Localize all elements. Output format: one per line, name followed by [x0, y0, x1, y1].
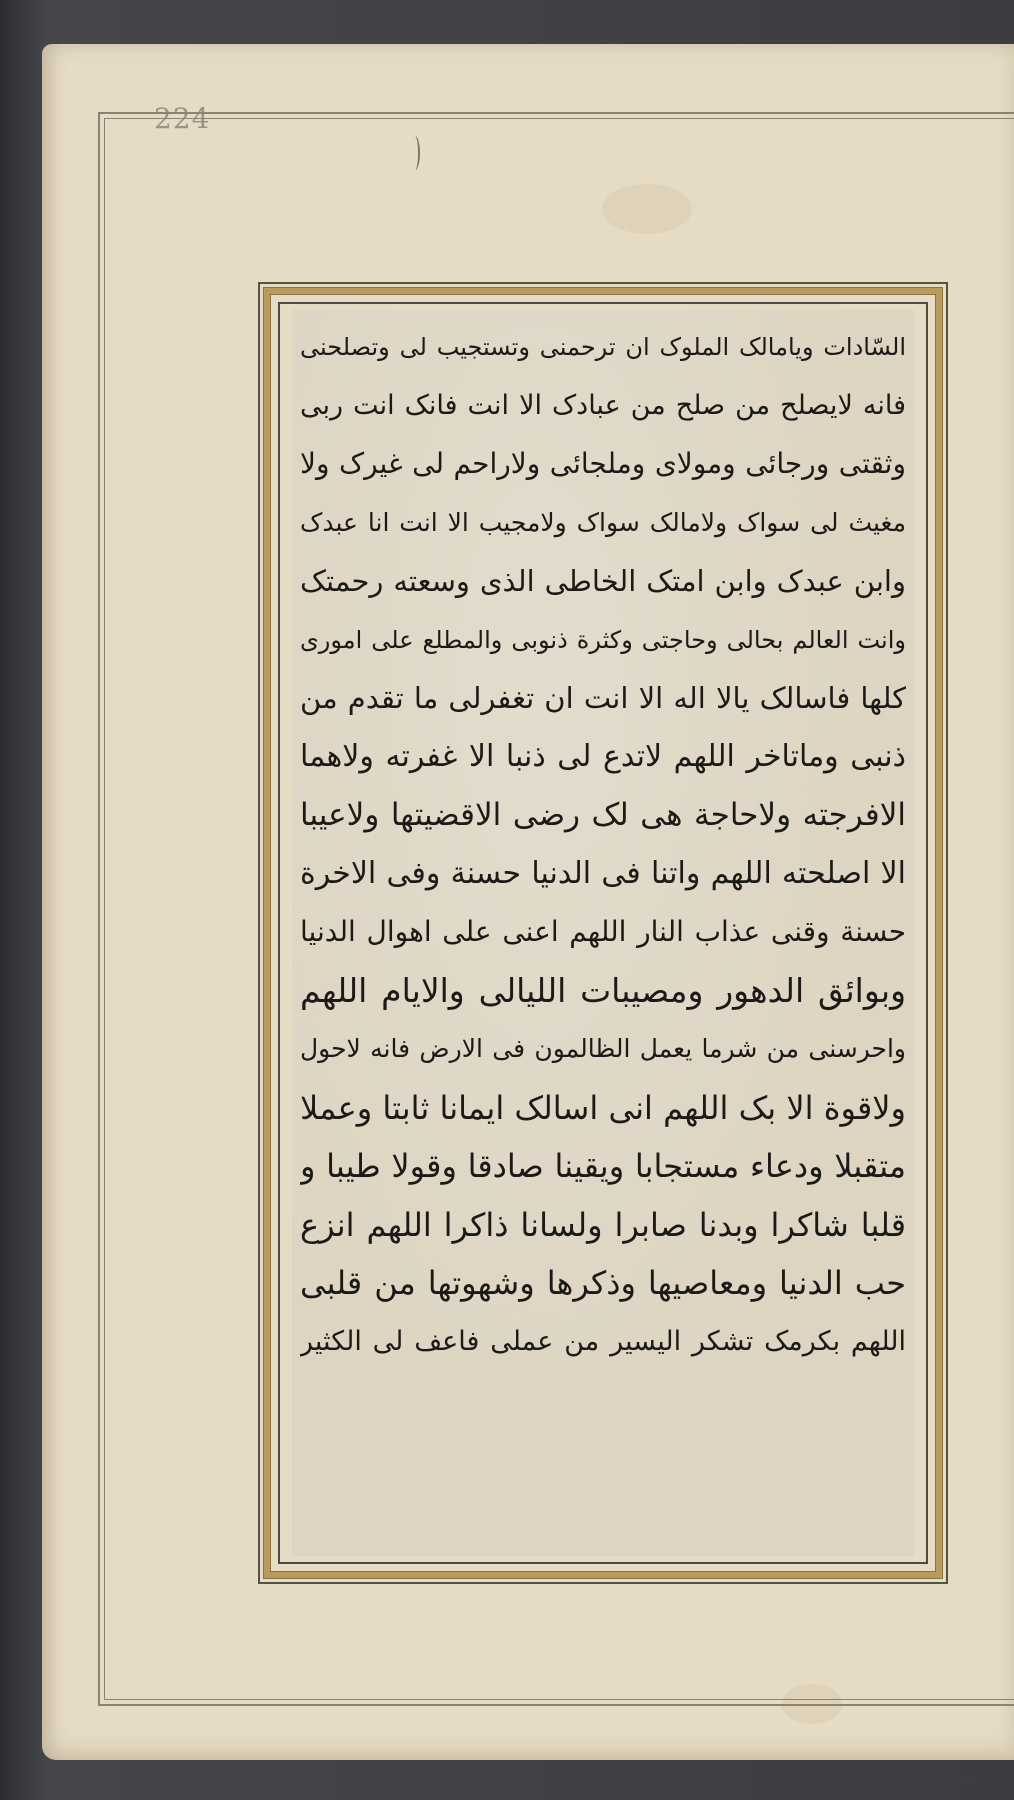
text-line: مغیث لی سواک ولامالک سواک ولامجیب الا انت انا عبدک: [300, 507, 906, 537]
text-line: متقبلا ودعاء مستجابا ویقینا صادقا وقولا طیبا و: [300, 1147, 906, 1185]
text-line: ذنبی وماتاخر اللهم لاتدع لی ذنبا الا غفرته ولاهما: [300, 738, 906, 774]
text-line: حسنة وقنی عذاب النار اللهم اعنی علی اهوال الدنیا: [300, 915, 906, 948]
text-line: السّادات ویامالک الملوک ان ترحمنی وتستجیب لی وتصلحنی: [300, 333, 906, 361]
text-line: الا اصلحته اللهم واتنا فی الدنیا حسنة وفی الاخرة: [300, 855, 906, 891]
text-block: [292, 310, 914, 1556]
text-line: وثقتی ورجائی ومولای وملجائی ولاراحم لی غیرک ولا: [300, 447, 906, 480]
text-line: وانت العالم بحالی وحاجتی وکثرة ذنوبی والمطلع علی اموری: [300, 625, 906, 654]
text-line: کلها فاسالک یالا اله الا انت ان تغفرلی ما تقدم من: [300, 681, 906, 715]
text-frame: [258, 282, 948, 1584]
text-line: قلبا شاکرا وبدنا صابرا ولسانا ذاکرا اللهم انزع: [300, 1205, 906, 1244]
text-line: وابن عبدک وابن امتک الخاطی الذی وسعته رحمتک: [300, 564, 906, 598]
text-line: وبوائق الدهور ومصیبات اللیالی والایام اللهم: [300, 970, 906, 1010]
folio-number: 224: [154, 102, 211, 135]
text-line: اللهم بکرمک تشکر الیسیر من عملی فاعف لی الکثیر: [300, 1325, 906, 1357]
text-line: فانه لایصلح من صلح من عبادک الا انت فانک انت ربی: [300, 389, 906, 421]
text-line: حب الدنیا ومعاصیها وذکرها وشهوتها من قلبی: [300, 1264, 906, 1302]
manuscript-text: [300, 318, 906, 1371]
text-line: الافرجته ولاحاجة هی لک رضی الاقضیتها ولاعیبا: [300, 797, 906, 833]
text-line: واحرسنی من شرما یعمل الظالمون فی الارض فانه لاحول: [300, 1034, 906, 1063]
text-line: ولاقوة الا بک اللهم انی اسالک ایمانا ثابتا وعملا: [300, 1088, 906, 1127]
